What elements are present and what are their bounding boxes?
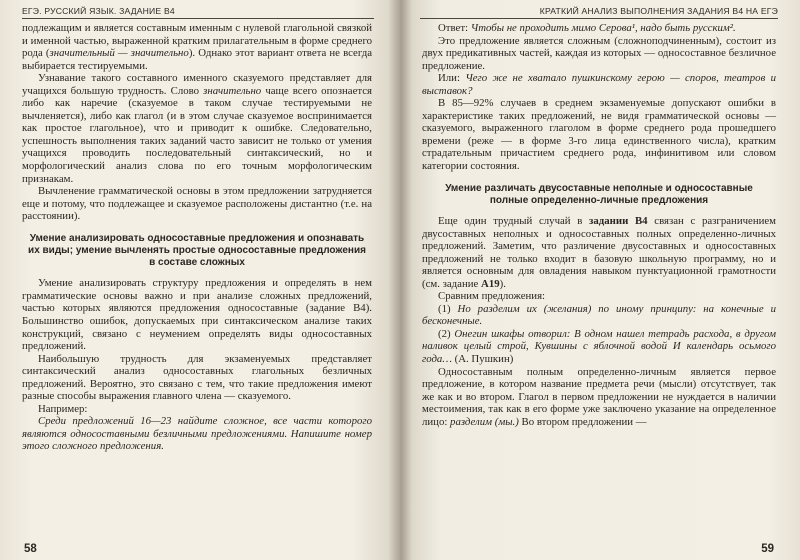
paragraph: Это предложение является сложным (сложноподчиненным), состоит из двух предикативных частей, каждая из которых — односоставное безличное предложение. [422,34,776,72]
paragraph: (2) Онегин шкафы отворил: В одном нашел тетрадь расхода, в другом наливок целый строй, Кувшины с яблочной водой И календарь осьмого года… (А. Пушкин) [422,327,776,365]
page-number-left: 58 [24,543,37,555]
left-page-body [22,22,372,453]
paragraph: Сравним предложения: [438,290,546,303]
paragraph: В 85—92% случаев в среднем экзаменуемые допускают ошибки в характеристике таких предложений, не видя грамматической основы — сказуемого, выраженного глаголом в форме среднего рода прошедшего времени (реже — в форме 3-го лица единственного числа), кратким страдательным причастием среднего рода, инфинитивом или словом категории состояния. [422,97,776,173]
paragraph: Еще один трудный случай в задании В4 связан с разграничением двусоставных неполных и односоставных полных определенно-личных предложений. Заметим, что различение двусоставных и односоставных предложений не только входит в базовую школьную программу, но и является основным для овладения навыком пунктуационной грамотности (см. задание А19). [422,214,777,290]
running-header-right: КРАТКИЙ АНАЛИЗ ВЫПОЛНЕНИЯ ЗАДАНИЯ В4 НА ЕГЭ [420,4,778,19]
running-header-left: ЕГЭ. РУССКИЙ ЯЗЫК. ЗАДАНИЕ В4 [22,4,374,19]
paragraph: подлежащим и является составным именным с нулевой глагольной связкой и именной частью, выраженной кратким прилагательным в форме среднего рода (значительный — значительно). Однако этот вариант ответа не всегда выбирается тестируемыми. [22,22,372,72]
paragraph: Например: [38,402,88,415]
example-text: Среди предложений 16—23 найдите сложное, все части которого являются односоставными безличными предложениями. Напишите номер этого сложного предложения. [22,415,372,453]
paragraph: Умение анализировать структуру предложения и определять в нем грамматические основы важно и при анализе сложных предложений, частью которых являются предложения односоставные (задание В4). Большинство ошибок, допускаемых при синтаксическом анализе таких конструкций, связано с неумением определять виды односоставных предложений. [22,277,372,353]
page-number-right: 59 [761,543,774,555]
paragraph: Или: Чего же не хватало пушкинскому герою — споров, театров и выставок? [422,72,776,97]
paragraph: Наибольшую трудность для экзаменуемых представляет синтаксический анализ односоставных глагольных безличных предложений. Вероятно, это связано с тем, что такие предложения имеют разные способы выражения главного члена — сказуемого. [22,352,372,403]
paragraph: Узнавание такого составного именного сказуемого представляет для учащихся большую трудность. Слово значительно чаще всего опознается либо как наречие (сказуемое в таком случае тестируемыми не вычленяется), либо как глагол (и в этом случае сказуемое воспринимается как простое глагольное), что и приводит к ошибке. Следовательно, успешность выполнения таких заданий часто зависит не только от умения учащихся проводить последовательный синтаксический, но и морфологический анализ слова по его точным морфологическим признакам. [22,72,372,185]
right-page-body [422,22,776,428]
paragraph: Ответ: Чтобы не проходить мимо Серова¹, надо быть русским². [438,22,736,34]
right-page [400,0,800,560]
section-heading: Умение различать двусоставные неполные и односоставные полные определенно-личные предложения [445,182,753,206]
paragraph: (1) Но разделим их (желания) по иному принципу: на конечные и бесконечные. [422,302,776,328]
section-heading: Умение анализировать односоставные предложения и опознавать их виды; умение вычленять простые односоставные предложения в составе сложных [28,232,366,269]
paragraph: Односоставным полным определенно-личным является первое предложение, в котором название предмета речи (мысли) отсутствует, так же как и во втором. Глагол в первом предложении не нуждается в наличии местоимения, так как в его форме уже заключено указание на определенное лицо: разделим (мы.) Во втором предложении — [422,365,776,428]
paragraph: Вычленение грамматической основы в этом предложении затрудняется еще и потому, что подлежащее и сказуемое расположены дистантно (т.е. на расстоянии). [22,185,372,223]
